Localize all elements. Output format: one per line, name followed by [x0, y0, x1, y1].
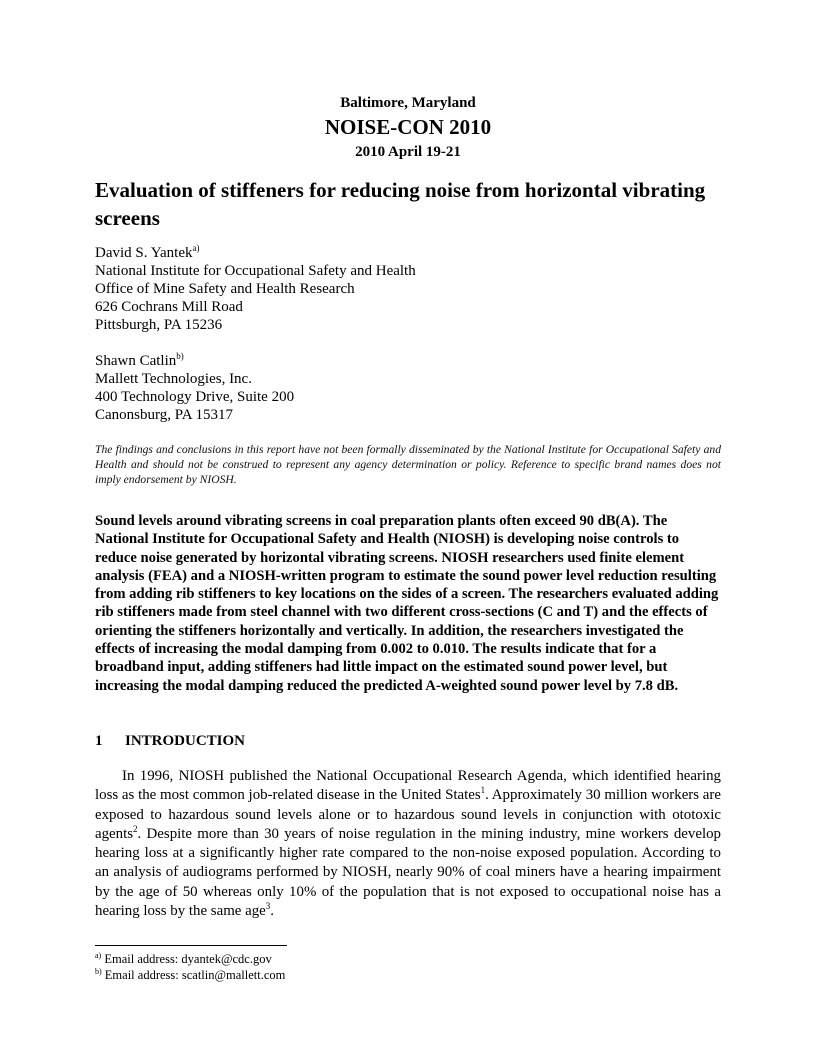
intro-paragraph: In 1996, NIOSH published the National Occupational Research Agenda, which identified hearing loss as the most common job-related disease in the United States$^1$. Approximately 30 million workers are exposed to hazardous sound levels alone or to hazardous sound levels in conjunction with ototoxic agents$^2$. Despite more than 30 years of noise regulation in the mining industry, mine workers develop hearing loss at a significantly higher rate compared to the non-noise exposed population. According to an analysis of audiograms performed by NIOSH, nearly 90% of coal miners have a hearing impairment by the age of 50 whereas only 10% of the population that is not exposed to occupational noise has a hearing loss by the same age$^3$.	[95, 768, 721, 920]
conference-date: 2010 April 19-21	[355, 144, 461, 160]
affiliation-line: Canonsburg, PA 15317	[95, 407, 233, 423]
section-number: 1	[95, 733, 103, 749]
affiliation-line: Office of Mine Safety and Health Research	[95, 281, 355, 297]
affiliation-line: 400 Technology Drive, Suite 200	[95, 389, 295, 405]
author-name: Shawn Catlin$^{b)}$	[95, 351, 184, 369]
author-mark: a)	[192, 243, 200, 253]
author-block-1	[95, 244, 416, 334]
footnotes	[95, 951, 285, 983]
affiliation-line: National Institute for Occupational Safety and Health	[95, 263, 416, 279]
author-block-2	[95, 352, 294, 424]
disclaimer: The findings and conclusions in this report have not been formally disseminated by the National Institute for Occupational Safety and Health and should not be construed to represent any agency determination or policy. Reference to specific brand names does not imply endorsement by NIOSH.	[95, 443, 721, 486]
reference-mark: 2	[133, 823, 138, 834]
reference-mark: 1	[480, 785, 486, 796]
conference-name: NOISE-CON 2010	[324, 115, 492, 139]
author-mark: b)	[176, 351, 184, 361]
author-name: David S. Yantek$^{a)}$	[95, 243, 200, 261]
footnote-divider	[95, 945, 287, 946]
footnote: $^{b)}$ Email address: scatlin@mallett.com	[95, 966, 286, 982]
section-title: INTRODUCTION	[125, 733, 246, 749]
paper-title: Evaluation of stiffeners for reducing noise from horizontal vibrating screens	[95, 178, 706, 230]
footnote: $^{a)}$ Email address: dyantek@cdc.gov	[95, 950, 272, 966]
affiliation-line: 626 Cochrans Mill Road	[95, 299, 243, 315]
section-heading	[95, 733, 245, 750]
reference-mark: 3	[265, 901, 271, 912]
abstract: Sound levels around vibrating screens in coal preparation plants often exceed 90 dB(A). The National Institute for Occupational Safety and Health (NIOSH) is developing noise controls to reduce noise generated by horizontal vibrating screens. NIOSH researchers used finite element analysis (FEA) and a NIOSH-written program to estimate the sound power level reduction resulting from adding rib stiffeners to key locations on the sides of a screen. The researchers evaluated adding rib stiffeners made from steel channel with two different cross-sections (C and T) and the effects of orienting the stiffeners horizontally and vertically. In addition, the researchers investigated the effects of increasing the modal damping from 0.002 to 0.010. The results indicate that for a broadband input, adding stiffeners had little impact on the estimated sound power level, but increasing the modal damping reduced the predicted A-weighted sound power level by 7.8 dB.	[95, 513, 719, 694]
conference-location: Baltimore, Maryland	[340, 95, 476, 111]
affiliation-line: Pittsburgh, PA 15236	[95, 317, 223, 333]
affiliation-line: Mallett Technologies, Inc.	[95, 371, 252, 387]
